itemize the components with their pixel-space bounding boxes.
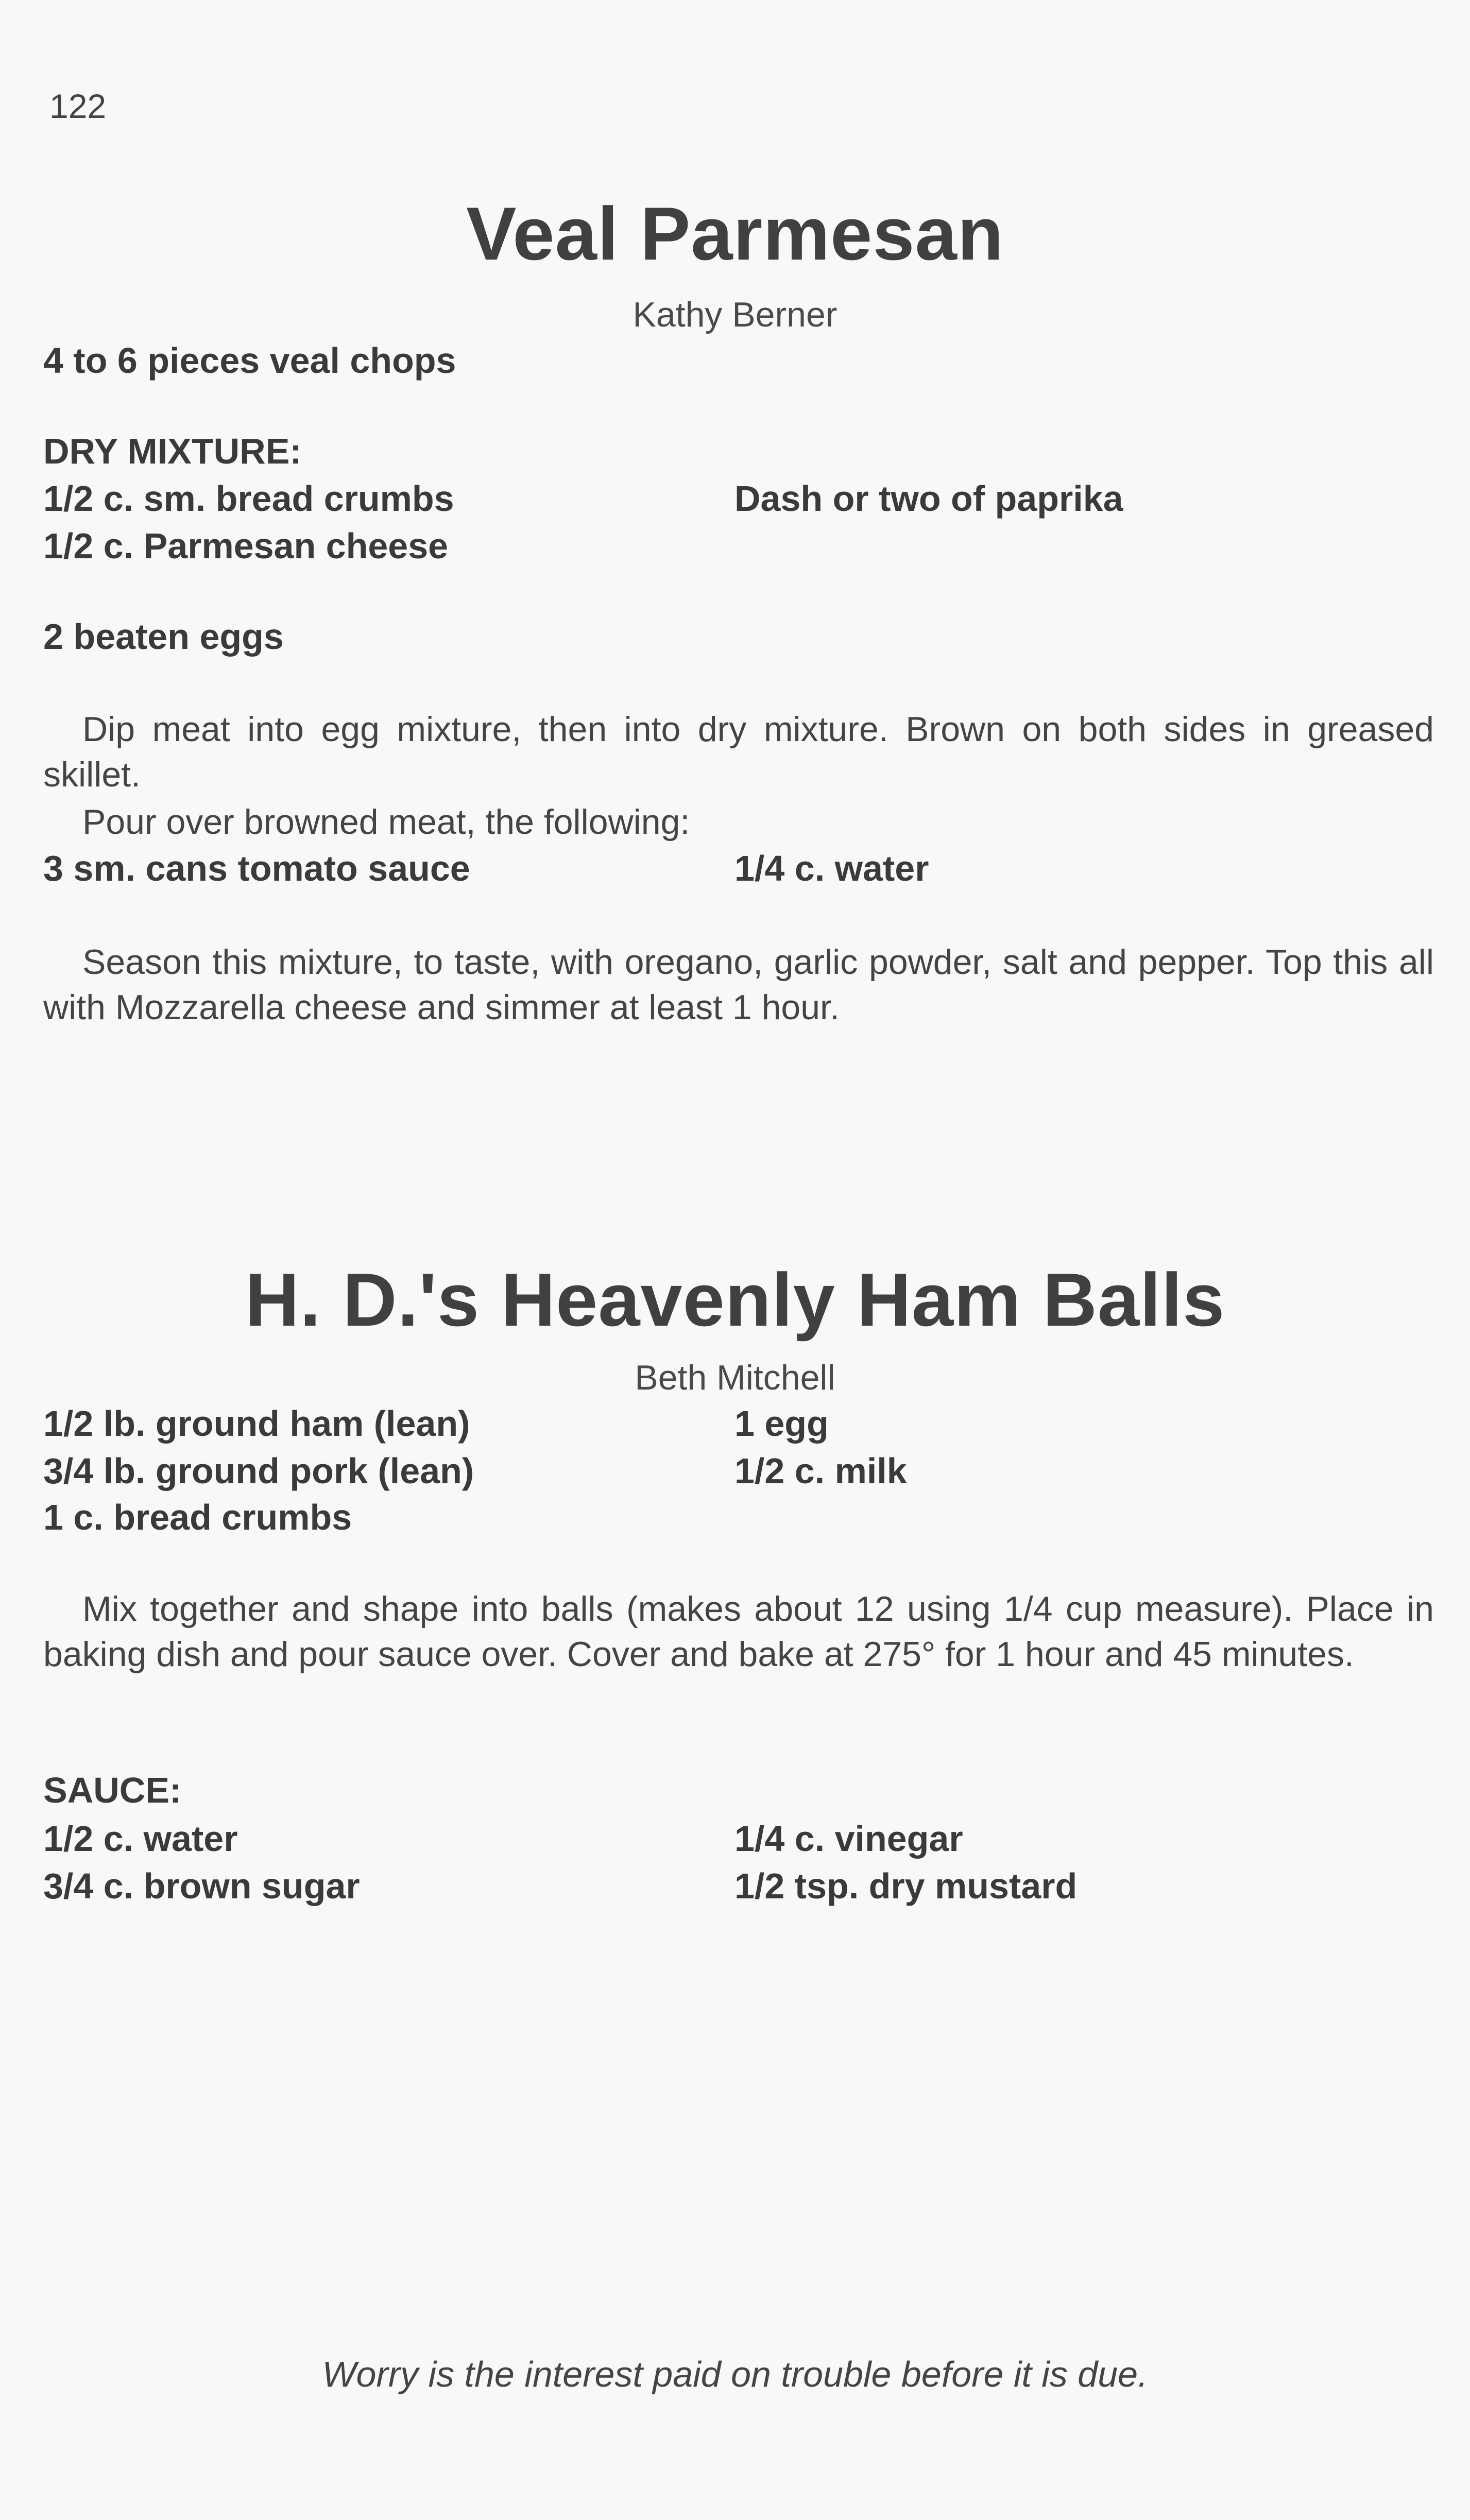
ingredient-line: 1 c. bread crumbs	[43, 1497, 352, 1537]
ingredient-line: 2 beaten eggs	[43, 616, 284, 657]
instruction-paragraph	[43, 939, 1434, 1030]
section-heading: SAUCE:	[43, 1770, 182, 1810]
instruction-text: Dip meat into egg mixture, then into dry mixture. Brown on both sides in greased skillet.	[43, 710, 1434, 794]
recipe-title: H. D.'s Heavenly Ham Balls	[245, 1258, 1225, 1342]
recipe-author: Kathy Berner	[633, 295, 837, 334]
ingredient-line: Dash or two of paprika	[734, 478, 1123, 519]
footer-quote: Worry is the interest paid on trouble before it is due.	[322, 2354, 1148, 2394]
instruction-text: Pour over browned meat, the following:	[82, 802, 690, 842]
ingredient-line: 4 to 6 pieces veal chops	[43, 340, 456, 381]
ingredient-line: 1/4 c. water	[734, 848, 929, 888]
ingredient-line: 1/4 c. vinegar	[734, 1819, 963, 1859]
ingredient-line: 1/2 lb. ground ham (lean)	[43, 1403, 470, 1444]
ingredient-line: 3/4 c. brown sugar	[43, 1866, 360, 1906]
ingredient-line: 1 egg	[734, 1403, 829, 1444]
ingredient-line: 1/2 c. water	[43, 1819, 238, 1859]
ingredient-line: 1/2 tsp. dry mustard	[734, 1866, 1078, 1906]
recipe-author: Beth Mitchell	[635, 1358, 835, 1397]
ingredient-line: 1/2 c. Parmesan cheese	[43, 526, 449, 566]
ingredient-line: 1/2 c. sm. bread crumbs	[43, 478, 454, 519]
page-number: 122	[49, 87, 107, 125]
instruction-text: Season this mixture, to taste, with oregano, garlic powder, salt and pepper. Top this all with Mozzarella cheese and simmer at least 1 hour.	[43, 942, 1434, 1027]
instruction-text: Mix together and shape into balls (makes about 12 using 1/4 cup measure). Place in baking dish and pour sauce over. Cover and bake at 275° for 1 hour and 45 minutes.	[43, 1589, 1434, 1674]
ingredient-line: 3/4 lb. ground pork (lean)	[43, 1451, 474, 1491]
instruction-paragraph	[43, 1586, 1434, 1677]
recipe-title: Veal Parmesan	[466, 192, 1004, 276]
instruction-paragraph	[43, 799, 1434, 845]
instruction-paragraph	[43, 707, 1434, 797]
ingredient-line: 1/2 c. milk	[734, 1451, 907, 1491]
section-heading: DRY MIXTURE:	[43, 431, 302, 471]
ingredient-line: 3 sm. cans tomato sauce	[43, 848, 470, 888]
